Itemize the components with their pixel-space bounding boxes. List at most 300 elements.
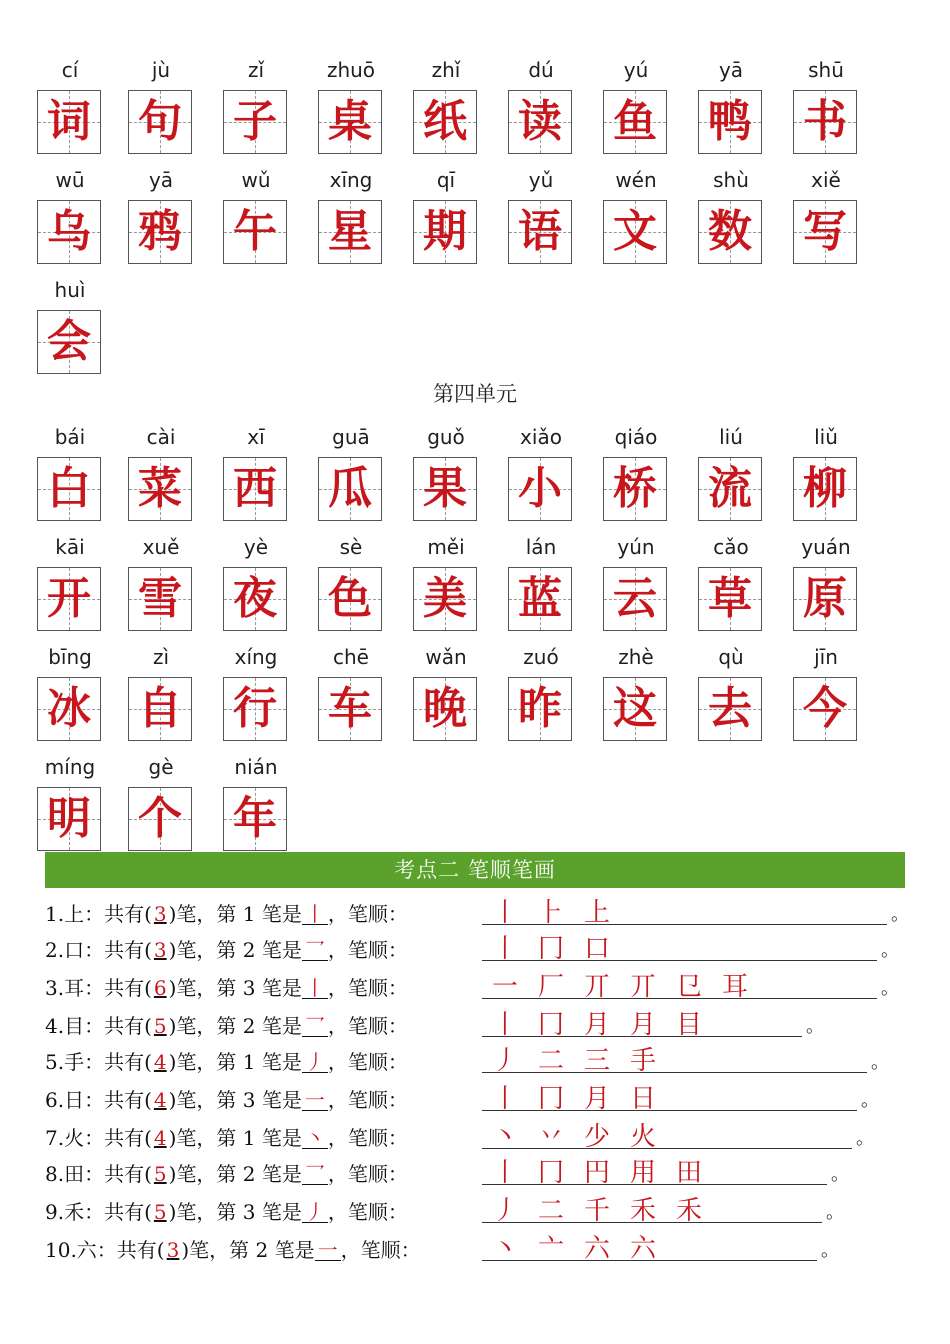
character-cell [603,425,669,525]
pinyin: yā [148,168,174,192]
character-cell [793,168,859,268]
stroke-number: 2 [236,938,262,962]
hanzi: 昨 [518,683,562,734]
end-period: 。 [826,1202,844,1223]
tianzige-box [128,787,192,851]
character-cell [223,58,289,158]
pinyin: bái [54,425,86,449]
hanzi: 晚 [423,683,467,734]
stroke-step: 二 [537,1196,564,1226]
tianzige-box [223,200,287,264]
stroke-step: 上 [583,898,610,928]
hanzi: 去 [708,683,752,734]
stroke-number: 1 [236,902,262,926]
hanzi: 西 [233,463,277,514]
character-grid-unit-4 [0,425,950,865]
pinyin: yā [718,58,744,82]
pinyin: yuán [801,535,851,559]
end-period: 。 [806,1016,824,1037]
end-period: 。 [881,978,899,999]
question-text-part: )笔，第 [168,938,237,962]
stroke-step: 用 [629,1158,656,1188]
stroke-question [45,1152,915,1188]
stroke-step: 日 [629,1084,656,1114]
pinyin: qiáo [614,425,658,449]
stroke-order-answer [482,1152,827,1188]
pinyin: měi [427,535,465,559]
stroke-step: 六 [583,1234,610,1264]
stroke-step: 冂 [537,1084,564,1114]
hanzi: 鸭 [708,96,752,147]
pinyin: cài [146,425,176,449]
stroke-step: 月 [583,1084,610,1114]
hanzi: 小 [518,463,562,514]
character-cell [603,645,669,745]
hanzi: 书 [803,96,847,147]
tianzige-box [223,677,287,741]
character-cell [223,168,289,268]
stroke-step: 丶 [491,1122,518,1152]
stroke-count-answer: 4 [153,1126,167,1150]
end-period: 。 [856,1128,874,1149]
tianzige-box [318,90,382,154]
tianzige-box [318,457,382,521]
stroke-count-answer: 3 [166,1238,180,1262]
stroke-number: 1 [236,1126,262,1150]
stroke-number: 2 [249,1238,275,1262]
grid-row [0,645,950,755]
tianzige-box [508,567,572,631]
hanzi: 自 [138,683,182,734]
pinyin: liú [719,425,743,449]
stroke-order-answer [482,1040,867,1076]
character-cell [37,535,103,635]
question-prefix: 7.火：共有( [45,1126,152,1150]
question-text-part: ，笔顺： [327,1050,408,1074]
tianzige-box [508,90,572,154]
tianzige-box [603,567,667,631]
stroke-step: 丿 [491,1196,518,1226]
character-cell [128,755,194,855]
stroke-count-answer: 5 [153,1014,167,1038]
question-text-part: )笔，第 [168,1014,237,1038]
tianzige-box [128,677,192,741]
character-cell [793,425,859,525]
question-text-part: )笔，第 [168,902,237,926]
hanzi: 文 [613,206,657,257]
stroke-answer: 乛 [302,1016,328,1037]
tianzige-box [508,457,572,521]
character-cell [698,425,764,525]
hanzi: 写 [803,206,847,257]
question-text-part: )笔，第 [168,1088,237,1112]
question-text-part: ，笔顺： [327,938,408,962]
stroke-number: 2 [236,1162,262,1186]
character-cell [413,168,479,268]
hanzi: 白 [47,463,91,514]
stroke-order-answer [482,1116,852,1152]
character-cell [698,645,764,745]
character-cell [508,58,574,158]
question-text-part: 笔是 [261,1088,302,1112]
question-prefix: 9.禾：共有( [45,1200,152,1224]
stroke-step: 月 [629,1010,656,1040]
end-period: 。 [891,904,909,925]
tianzige-box [413,457,477,521]
pinyin: gè [148,755,174,779]
tianzige-box [413,90,477,154]
pinyin: wǔ [241,168,271,192]
hanzi: 鸦 [138,206,182,257]
tianzige-box [603,457,667,521]
stroke-step: 六 [629,1234,656,1264]
end-period: 。 [861,1090,879,1111]
stroke-count-answer: 3 [153,902,167,926]
character-cell [603,535,669,635]
hanzi: 桥 [613,463,657,514]
question-text-part: 笔是 [261,976,302,1000]
question-text-part: 笔是 [261,902,302,926]
stroke-step: 丿 [491,1046,518,1076]
stroke-step: 手 [629,1046,656,1076]
tianzige-box [508,200,572,264]
grid-row [0,278,950,388]
pinyin: guǒ [427,425,465,449]
grid-row [0,58,950,168]
character-cell [223,425,289,525]
pinyin: dú [528,58,554,82]
question-text-part: ，笔顺： [327,1014,408,1038]
question-prefix: 8.田：共有( [45,1162,152,1186]
tianzige-box [603,677,667,741]
hanzi: 语 [518,206,562,257]
pinyin: yǔ [528,168,554,192]
hanzi: 纸 [423,96,467,147]
grid-row [0,168,950,278]
stroke-count-answer: 5 [153,1162,167,1186]
tianzige-box [128,567,192,631]
hanzi: 原 [803,573,847,624]
tianzige-box [37,677,101,741]
stroke-answer: 一 [302,1090,328,1111]
character-cell [318,168,384,268]
stroke-step: 丌 [629,972,656,1002]
stroke-step: 三 [583,1046,610,1076]
pinyin: guā [332,425,370,449]
pinyin: xiǎo [520,425,562,449]
question-prefix: 5.手：共有( [45,1050,152,1074]
stroke-question [45,928,915,964]
hanzi: 会 [47,316,91,367]
stroke-question [45,1078,915,1114]
stroke-number: 2 [236,1014,262,1038]
hanzi: 美 [423,573,467,624]
pinyin: zhuō [326,58,376,82]
pinyin: yè [243,535,269,559]
end-period: 。 [881,940,899,961]
stroke-order-answer [482,1228,817,1264]
tianzige-box [223,787,287,851]
pinyin: kāi [55,535,85,559]
hanzi: 开 [47,573,91,624]
character-cell [698,168,764,268]
question-text [45,1010,408,1039]
pinyin: xíng [234,645,278,669]
question-prefix: 1.上：共有( [45,902,152,926]
stroke-step: 耳 [721,972,748,1002]
character-cell [37,755,103,855]
stroke-step: 丨 [491,1084,518,1114]
character-grid-section-1 [0,58,950,388]
tianzige-box [413,200,477,264]
pinyin: cí [61,58,79,82]
tianzige-box [223,567,287,631]
character-cell [318,58,384,158]
tianzige-box [698,677,762,741]
tianzige-box [793,90,857,154]
question-text-part: ，笔顺： [327,1200,408,1224]
question-text-part: )笔，第 [168,976,237,1000]
character-cell [128,168,194,268]
hanzi: 柳 [803,463,847,514]
stroke-step: 口 [583,934,610,964]
pinyin: zhǐ [431,58,461,82]
question-text-part: 笔是 [261,1050,302,1074]
question-text-part: ，笔顺： [327,976,408,1000]
tianzige-box [128,457,192,521]
stroke-order-answer [482,966,877,1002]
tianzige-box [698,90,762,154]
character-cell [413,425,479,525]
end-period: 。 [831,1164,849,1185]
tianzige-box [698,567,762,631]
stroke-step: 㔾 [675,972,702,1002]
pinyin: jù [151,58,171,82]
pinyin: qī [436,168,456,192]
tianzige-box [698,200,762,264]
hanzi: 草 [708,573,752,624]
stroke-step: 丨 [491,1010,518,1040]
character-cell [128,425,194,525]
stroke-step: ⺊ [537,898,564,928]
stroke-order-answer [482,892,887,928]
stroke-answer: 丿 [302,1202,328,1223]
pinyin: jīn [814,645,838,669]
tianzige-box [318,200,382,264]
stroke-step: 冂 [537,934,564,964]
hanzi: 数 [708,206,752,257]
pinyin: liǔ [814,425,838,449]
character-cell [698,58,764,158]
pinyin: zuó [523,645,559,669]
stroke-step: 一 [491,972,518,1002]
question-text [45,1122,408,1151]
stroke-step: 丨 [491,934,518,964]
stroke-question [45,1116,915,1152]
character-cell [37,58,103,158]
stroke-count-answer: 6 [153,976,167,1000]
character-cell [413,58,479,158]
stroke-count-answer: 5 [153,1200,167,1224]
stroke-order-answer [482,1190,822,1226]
tianzige-box [318,677,382,741]
question-text [45,1196,408,1225]
question-text [45,898,408,927]
hanzi: 期 [423,206,467,257]
hanzi: 夜 [233,573,277,624]
stroke-order-answer [482,1078,857,1114]
stroke-answer: 一 [315,1240,341,1261]
pinyin: sè [339,535,363,559]
tianzige-box [793,457,857,521]
hanzi: 雪 [138,573,182,624]
stroke-count-answer: 4 [153,1050,167,1074]
stroke-step: 千 [583,1196,610,1226]
question-text [45,1046,408,1075]
stroke-order-answer [482,1004,802,1040]
pinyin: chē [333,645,369,669]
stroke-step: 禾 [629,1196,656,1226]
stroke-step: 厂 [537,972,564,1002]
character-cell [37,278,103,378]
stroke-step: 火 [629,1122,656,1152]
stroke-question [45,1190,915,1226]
hanzi: 乌 [47,206,91,257]
question-text-part: 笔是 [261,1014,302,1038]
stroke-number: 1 [236,1050,262,1074]
stroke-step: 円 [583,1158,610,1188]
hanzi: 车 [328,683,372,734]
question-text-part: 笔是 [261,938,302,962]
tianzige-box [223,90,287,154]
hanzi: 鱼 [613,96,657,147]
tianzige-box [793,567,857,631]
tianzige-box [37,200,101,264]
stroke-answer: 丨 [302,904,328,925]
hanzi: 个 [138,793,182,844]
section-banner: 考点二 笔顺笔画 [45,852,905,888]
pinyin: huì [54,278,86,302]
stroke-question [45,1040,915,1076]
hanzi: 句 [138,96,182,147]
stroke-step: 丷 [537,1122,564,1152]
tianzige-box [318,567,382,631]
tianzige-box [37,787,101,851]
character-cell [508,645,574,745]
stroke-step: 丌 [583,972,610,1002]
question-text [45,1158,408,1187]
stroke-step: 目 [675,1010,702,1040]
question-text [45,972,408,1001]
pinyin: xuě [142,535,180,559]
question-text-part: )笔，第 [168,1126,237,1150]
pinyin: zǐ [247,58,265,82]
stroke-order-answer [482,928,877,964]
question-text-part: 笔是 [261,1126,302,1150]
character-cell [603,168,669,268]
character-cell [413,645,479,745]
character-cell [318,425,384,525]
pinyin: yún [617,535,655,559]
stroke-step: 丶 [491,1234,518,1264]
tianzige-box [413,567,477,631]
question-prefix: 4.目：共有( [45,1014,152,1038]
tianzige-box [37,457,101,521]
hanzi: 瓜 [328,463,372,514]
pinyin: wén [615,168,657,192]
hanzi: 菜 [138,463,182,514]
tianzige-box [37,90,101,154]
hanzi: 明 [47,793,91,844]
question-text-part: ，笔顺： [327,1162,408,1186]
tianzige-box [698,457,762,521]
character-cell [698,535,764,635]
hanzi: 年 [233,793,277,844]
stroke-step: 禾 [675,1196,702,1226]
stroke-step: 田 [675,1158,702,1188]
pinyin: xīng [329,168,373,192]
character-cell [37,645,103,745]
pinyin: wū [55,168,85,192]
pinyin: cǎo [713,535,749,559]
tianzige-box [793,677,857,741]
end-period: 。 [871,1052,889,1073]
character-cell [128,535,194,635]
pinyin: xiě [811,168,841,192]
question-text-part: 笔是 [261,1200,302,1224]
hanzi: 这 [613,683,657,734]
character-cell [223,535,289,635]
character-cell [508,535,574,635]
stroke-count-answer: 3 [153,938,167,962]
character-cell [128,58,194,158]
stroke-step: 丨 [491,1158,518,1188]
hanzi: 冰 [47,683,91,734]
character-cell [37,168,103,268]
character-cell [508,425,574,525]
pinyin: shū [808,58,844,82]
question-text [45,1084,408,1113]
hanzi: 词 [47,96,91,147]
pinyin: wǎn [425,645,467,669]
stroke-step: 月 [583,1010,610,1040]
pinyin: zì [152,645,170,669]
question-text-part: )笔，第 [168,1200,237,1224]
question-text-part: ，笔顺： [327,1126,408,1150]
character-cell [37,425,103,525]
stroke-answer: 丿 [302,1052,328,1073]
character-cell [223,755,289,855]
tianzige-box [508,677,572,741]
question-text [45,1234,421,1263]
question-text-part: )笔，第 [181,1238,250,1262]
stroke-answer: 乛 [302,1164,328,1185]
pinyin: nián [234,755,278,779]
tianzige-box [37,310,101,374]
question-text-part: ，笔顺： [327,1088,408,1112]
stroke-question [45,966,915,1002]
hanzi: 星 [328,206,372,257]
stroke-question [45,892,915,928]
character-cell [793,535,859,635]
hanzi: 流 [708,463,752,514]
question-text-part: 笔是 [274,1238,315,1262]
tianzige-box [128,90,192,154]
stroke-count-answer: 4 [153,1088,167,1112]
end-period: 。 [821,1240,839,1261]
tianzige-box [603,200,667,264]
question-text-part: ，笔顺： [327,902,408,926]
